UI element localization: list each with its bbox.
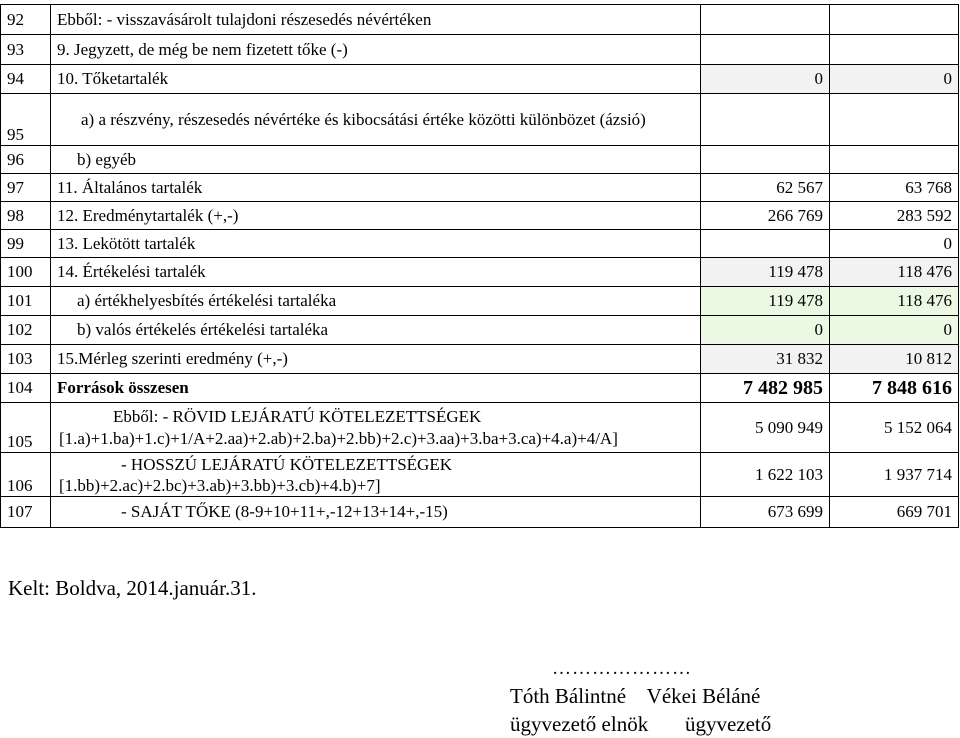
value-col1: 119 478 (701, 287, 830, 316)
value-col1 (701, 5, 830, 35)
value-col1: 31 832 (701, 345, 830, 374)
value-col2 (830, 94, 959, 146)
row-number: 99 (1, 230, 51, 258)
table-row (1, 345, 959, 374)
row-number: 105 (1, 403, 51, 453)
signatures (510, 682, 771, 738)
row-label: 11. Általános tartalék (51, 174, 701, 202)
row-number: 92 (1, 5, 51, 35)
table-row (1, 35, 959, 65)
value-col2 (830, 146, 959, 174)
row-number: 102 (1, 316, 51, 345)
balance-table (0, 4, 959, 528)
row-label: b) valós értékelés értékelési tartaléka (51, 316, 701, 345)
row-label: 9. Jegyzett, de még be nem fizetett tőke (-) (51, 35, 701, 65)
row-label: b) egyéb (51, 146, 701, 174)
table-row (1, 316, 959, 345)
row-label-line2: [1.bb)+2.ac)+2.bc)+3.ab)+3.bb)+3.cb)+4.b)+7] (59, 475, 381, 495)
signer-names: Tóth Bálintné Vékei Béláné (510, 684, 761, 708)
value-col2: 118 476 (830, 287, 959, 316)
value-col2: 5 152 064 (830, 403, 959, 453)
row-number: 94 (1, 65, 51, 94)
value-col2: 1 937 714 (830, 453, 959, 497)
row-number: 96 (1, 146, 51, 174)
value-col2: 118 476 (830, 258, 959, 287)
row-label-line2: [1.a)+1.ba)+1.c)+1/A+2.aa)+2.ab)+2.ba)+2.bb)+2.c)+3.aa)+3.ba+3.ca)+4.a)+4/A] (59, 428, 618, 448)
value-col1 (701, 230, 830, 258)
value-col1: 0 (701, 316, 830, 345)
table-row (1, 65, 959, 94)
row-label: Források összesen (51, 374, 701, 403)
value-col1: 119 478 (701, 258, 830, 287)
table-row (1, 146, 959, 174)
row-label: 12. Eredménytartalék (+,-) (51, 202, 701, 230)
value-col2: 0 (830, 316, 959, 345)
value-col2: 63 768 (830, 174, 959, 202)
row-label (51, 403, 701, 453)
row-label: a) a részvény, részesedés névértéke és kibocsátási értéke közötti különbözet (ázsió) (51, 94, 701, 146)
row-label: Ebből: - visszavásárolt tulajdoni részesedés névértéken (51, 5, 701, 35)
value-col1: 5 090 949 (701, 403, 830, 453)
table-row (1, 230, 959, 258)
value-col1: 266 769 (701, 202, 830, 230)
table-row (1, 5, 959, 35)
row-number: 106 (1, 453, 51, 497)
table-row (1, 374, 959, 403)
table-row (1, 94, 959, 146)
value-col2: 283 592 (830, 202, 959, 230)
row-number: 101 (1, 287, 51, 316)
table-row (1, 403, 959, 453)
value-col2: 10 812 (830, 345, 959, 374)
value-col2: 669 701 (830, 497, 959, 528)
row-label: 14. Értékelési tartalék (51, 258, 701, 287)
row-number: 100 (1, 258, 51, 287)
date-line: Kelt: Boldva, 2014.január.31. (8, 576, 257, 600)
value-col1: 0 (701, 65, 830, 94)
signature-dots: ………………… (552, 658, 692, 679)
value-col2: 0 (830, 230, 959, 258)
value-col1 (701, 146, 830, 174)
row-number: 95 (1, 94, 51, 146)
table-row (1, 258, 959, 287)
value-col1: 673 699 (701, 497, 830, 528)
row-number: 104 (1, 374, 51, 403)
row-number: 107 (1, 497, 51, 528)
value-col1 (701, 94, 830, 146)
value-col2: 7 848 616 (830, 374, 959, 403)
signer-titles: ügyvezető elnök ügyvezető (510, 712, 772, 736)
row-label: 15.Mérleg szerinti eredmény (+,-) (51, 345, 701, 374)
row-number: 98 (1, 202, 51, 230)
row-label: a) értékhelyesbítés értékelési tartaléka (51, 287, 701, 316)
table-row (1, 202, 959, 230)
row-number: 93 (1, 35, 51, 65)
table-row (1, 497, 959, 528)
row-label-line1: - HOSSZÚ LEJÁRATÚ KÖTELEZETTSÉGEK (121, 454, 452, 474)
row-label: 10. Tőketartalék (51, 65, 701, 94)
value-col2: 0 (830, 65, 959, 94)
row-label-line1: Ebből: - RÖVID LEJÁRATÚ KÖTELEZETTSÉGEK (113, 406, 482, 426)
table-row (1, 453, 959, 497)
row-label: - SAJÁT TŐKE (8-9+10+11+,-12+13+14+,-15) (51, 497, 701, 528)
row-label: 13. Lekötött tartalék (51, 230, 701, 258)
value-col1: 7 482 985 (701, 374, 830, 403)
row-number: 97 (1, 174, 51, 202)
value-col1: 62 567 (701, 174, 830, 202)
row-label (51, 453, 701, 497)
value-col1: 1 622 103 (701, 453, 830, 497)
value-col1 (701, 35, 830, 65)
table-row (1, 287, 959, 316)
value-col2 (830, 5, 959, 35)
row-number: 103 (1, 345, 51, 374)
table-row (1, 174, 959, 202)
value-col2 (830, 35, 959, 65)
